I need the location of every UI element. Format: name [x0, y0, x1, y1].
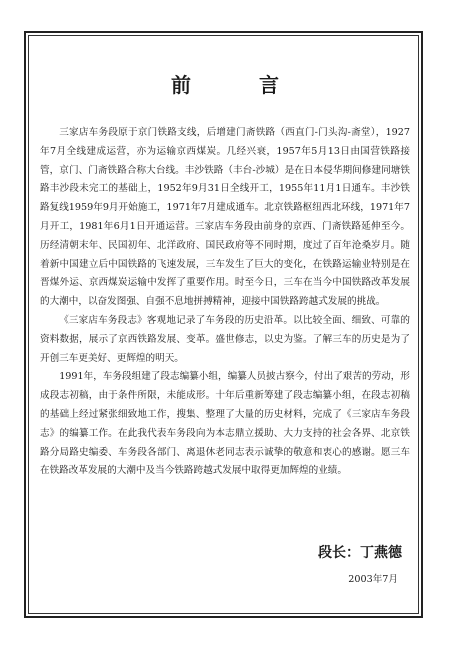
date: 2003年7月 [348, 574, 398, 585]
paragraph-1: 三家店车务段原于京门铁路支线，后增建门斋铁路（西直门-门头沟-斋堂），1927年7月全线建成运营，亦为运输京西煤炭。几经兴衰，1957年5月13日由国营铁路接管，京门、门斋铁路合称大台线。丰沙铁路（丰台-沙城）是在日本侵华期间修建同塘铁路丰沙段未完工的基础上，1952年9月31日全线开工，1955年11月1日通车。丰沙铁路复线1959年9月开始施工，1971年7月建成通车。北京铁路枢纽西北环线，1971年7月开工，1981年6月1日开通运营。三家店车务段由前身的京西、门斋铁路延伸至今。历经清朝末年、民国初年、北洋政府、国民政府等不同时期，度过了百年沧桑岁月。随着新中国建立后中国铁路的飞速发展，三车发生了巨大的变化，在铁路运输业特别是在晋煤外运、京西煤炭运输中发挥了重要作用。时至今日，三车在当今中国铁路改革发展的大潮中，以奋发图强、自强不息地拼搏精神，迎接中国铁路跨越式发展的挑战。 [40, 127, 410, 308]
paragraph-3: 1991年，车务段组建了段志编纂小组，编纂人员披古察今，付出了艰苦的劳动，形成段志初稿，由于条件所限，未能成形。十年后重新筹建了段志编纂小组，在段志初稿的基础上经过紧张细致地工作，搜集、整理了大量的历史材料，完成了《三家店车务段志》的编纂工作。在此我代表车务段向为本志鼎立援助、大力支持的社会各界、北京铁路分局路史编委、车务段各部门、离退休老同志表示诚挚的敬意和衷心的感谢。愿三车在铁路改革发展的大潮中及当今铁路跨越式发展中取得更加辉煌的业绩。 [40, 371, 410, 477]
paragraph-2: 《三家店车务段志》客观地记录了车务段的历史沿革。以比较全面、细致、可靠的资料数据，展示了京西铁路发展、变革。盛世修志，以史为鉴。了解三车的历史是为了开创三车更美好、更辉煌的明天。 [40, 314, 410, 364]
signature: 段长：丁燕德 [318, 545, 402, 561]
preface-body [40, 124, 410, 481]
page-title: 前 言 [171, 73, 303, 97]
